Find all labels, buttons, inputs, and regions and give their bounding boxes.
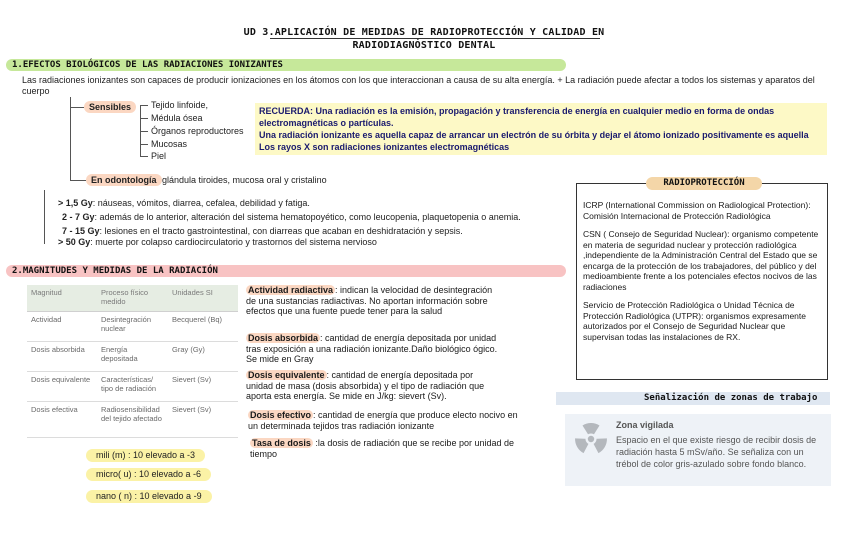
table-cell: Sievert (Sv) xyxy=(168,401,238,437)
dose-effect-row xyxy=(58,197,310,209)
dose-bracket xyxy=(44,190,45,244)
sprl-text: Servicio de Protección Radiológica o Unidad Técnica de Protección Radiológica (UTPR): organismos expresamente autorizados por el Consejo de Seguridad Nuclear que supervisan todas las instalaciones de RX. xyxy=(583,300,806,342)
definition-label: Dosis efectivo xyxy=(250,410,312,420)
table-cell: Dosis efectiva xyxy=(27,401,97,437)
table-header-row xyxy=(27,285,238,311)
definition-text: : cantidad de energía que produce electo nocivo en un determinada tejidos tras radiación ionizante xyxy=(248,410,518,431)
definition-text: :la dosis de radiación que se recibe por unidad de tiempo xyxy=(250,438,514,459)
table-header-cell: Proceso físico medido xyxy=(97,285,168,311)
sensibles-tick-0 xyxy=(140,105,148,106)
zona-text: Espacio en el que existe riesgo de recibir dosis de radiación hasta 5 mSv/año. Se señaliza con un trébol de color gris-azulado sobre fondo blanco. xyxy=(616,435,817,469)
dose-range: > 1,5 Gy xyxy=(58,198,93,208)
table-row xyxy=(27,341,238,371)
table-cell: Características/ tipo de radiación xyxy=(97,371,168,401)
sensibles-label: Sensibles xyxy=(84,101,136,113)
definition-label: Actividad radiactiva xyxy=(248,285,334,295)
definition-label: Dosis equivalente xyxy=(248,370,325,380)
page-title-line2: RADIODIAGNÓSTICO DENTAL xyxy=(352,40,496,51)
definition-label: Tasa de dosis xyxy=(252,438,311,448)
definition-label: Dosis absorbida xyxy=(248,333,319,343)
table-cell: Gray (Gy) xyxy=(168,341,238,371)
sensibles-tick-4 xyxy=(140,156,148,157)
radioproteccion-title: RADIOPROTECCIÓN xyxy=(646,177,762,190)
table-cell: Sievert (Sv) xyxy=(168,371,238,401)
sensible-item: Piel xyxy=(151,151,167,161)
table-header-cell: Magnitud xyxy=(27,285,97,311)
dose-range: 2 - 7 Gy xyxy=(62,212,95,222)
csn-text: CSN ( Consejo de Seguridad Nuclear): organismo competente en materia de seguridad nuclear y protección radiológica ,independiente de la Administración Central del Estado que se encarga de la protección de los trabajadores, del público y del medioambiente frente a los potenciales efectos nocivos de las radiaciones xyxy=(583,229,819,292)
table-cell: Actividad xyxy=(27,311,97,341)
unit-prefix: mili (m) : 10 elevado a -3 xyxy=(86,449,205,462)
dose-range: 7 - 15 Gy xyxy=(62,226,100,236)
radioproteccion-box xyxy=(576,183,828,380)
definition-dosis-equivalente xyxy=(246,370,502,402)
definition-text: : cantidad de energía depositada por unidad de masa (dosis absorbida) y el tipo de radiación que aporta esta energía. Se mide en J/kg: sievert (Sv). xyxy=(246,370,485,401)
page-title xyxy=(200,26,648,52)
senalizacion-heading: Señalización de zonas de trabajo xyxy=(556,392,830,405)
definition-dosis-absorbida xyxy=(246,333,502,365)
definition-dosis-efectivo xyxy=(248,410,524,431)
table-cell: Radiosensibilidad del tejido afectado xyxy=(97,401,168,437)
sensibles-tick-3 xyxy=(140,144,148,145)
table-cell: Energía depositada xyxy=(97,341,168,371)
recuerda-line: RECUERDA: Una radiación es la emisión, propagación y transferencia de energía en cualquier medio en forma de ondas electromagnéticas o partículas. xyxy=(259,106,775,128)
title-underline xyxy=(270,38,600,39)
icrp-text: ICRP (International Commission on Radiological Protection): Comisión Internacional de Protección Radiológica xyxy=(583,200,811,221)
tree-trunk-line xyxy=(70,97,71,181)
magnitudes-table xyxy=(27,285,238,438)
zona-title: Zona vigilada xyxy=(616,420,674,430)
table-cell: Dosis equivalente xyxy=(27,371,97,401)
section2-heading: 2.MAGNITUDES Y MEDIDAS DE LA RADIACIÓN xyxy=(6,265,566,277)
recuerda-line: Los rayos X son radiaciones ionizantes electromagnéticas xyxy=(259,142,510,152)
table-row xyxy=(27,311,238,341)
dose-text: : lesiones en el tracto gastrointestinal, con diarreas que acaban en deshidratación y sepsis. xyxy=(99,226,463,236)
dose-text: : además de lo anterior, alteración del sistema hematopoyético, como leucopenia, plaquetopenia o anemia. xyxy=(94,212,521,222)
table-cell: Dosis absorbida xyxy=(27,341,97,371)
tree-branch-odontologia xyxy=(70,180,86,181)
sensible-item: Mucosas xyxy=(151,139,188,149)
dose-range: > 50 Gy xyxy=(58,237,91,247)
odontologia-label: En odontología xyxy=(86,174,162,186)
radiation-trefoil-icon xyxy=(574,422,608,456)
odontologia-text: glándula tiroides, mucosa oral y cristalino xyxy=(162,175,327,185)
table-cell: Desintegración nuclear xyxy=(97,311,168,341)
sensible-item: Órganos reproductores xyxy=(151,126,244,136)
definition-text: : cantidad de energía depositada por unidad tras exposición a una radiación ionizante.Daño biológico ógico. Se mide en Gray xyxy=(246,333,498,364)
table-row xyxy=(27,371,238,401)
dose-effect-row xyxy=(62,211,521,223)
tree-branch-sensibles xyxy=(70,107,84,108)
section1-heading: 1.EFECTOS BIOLÓGICOS DE LAS RADIACIONES IONIZANTES xyxy=(6,59,566,71)
definition-tasa-dosis xyxy=(250,438,518,459)
recuerda-note xyxy=(255,103,827,155)
definition-text: : indican la velocidad de desintegración de una sustancias radiactivas. No aportan información sobre efectos que una fuente puede tener para la salud xyxy=(246,285,493,316)
sensible-item: Médula ósea xyxy=(151,113,203,123)
sensibles-tick-1 xyxy=(140,118,148,119)
dose-text: : muerte por colapso cardiocirculatorio y trastornos del sistema nervioso xyxy=(90,237,377,247)
dose-text: : náuseas, vómitos, diarrea, cefalea, debilidad y fatiga. xyxy=(92,198,310,208)
unit-prefix: micro( u) : 10 elevado a -6 xyxy=(86,468,211,481)
table-row xyxy=(27,401,238,437)
table-cell: Becquerel (Bq) xyxy=(168,311,238,341)
unit-prefix: nano ( n) : 10 elevado a -9 xyxy=(86,490,212,503)
sensible-item: Tejido linfoide, xyxy=(151,100,209,110)
section1-intro: Las radiaciones ionizantes son capaces de producir ionizaciones en los átomos con los que interaccionan a causa de su alta energía. + La radiación puede afectar a todos los sistemas y aparatos del cuerpo xyxy=(22,75,815,96)
recuerda-line: Una radiación ionizante es aquella capaz de arrancar un electrón de su órbita y dejar el átomo ionizado positivamente es aquella xyxy=(259,130,809,140)
dose-effect-row xyxy=(58,236,377,248)
page-title-line1: UD 3.APLICACIÓN DE MEDIDAS DE RADIOPROTECCIÓN Y CALIDAD EN xyxy=(243,27,605,38)
definition-actividad xyxy=(246,285,502,317)
table-header-cell: Unidades SI xyxy=(168,285,238,311)
sensibles-tick-2 xyxy=(140,131,148,132)
